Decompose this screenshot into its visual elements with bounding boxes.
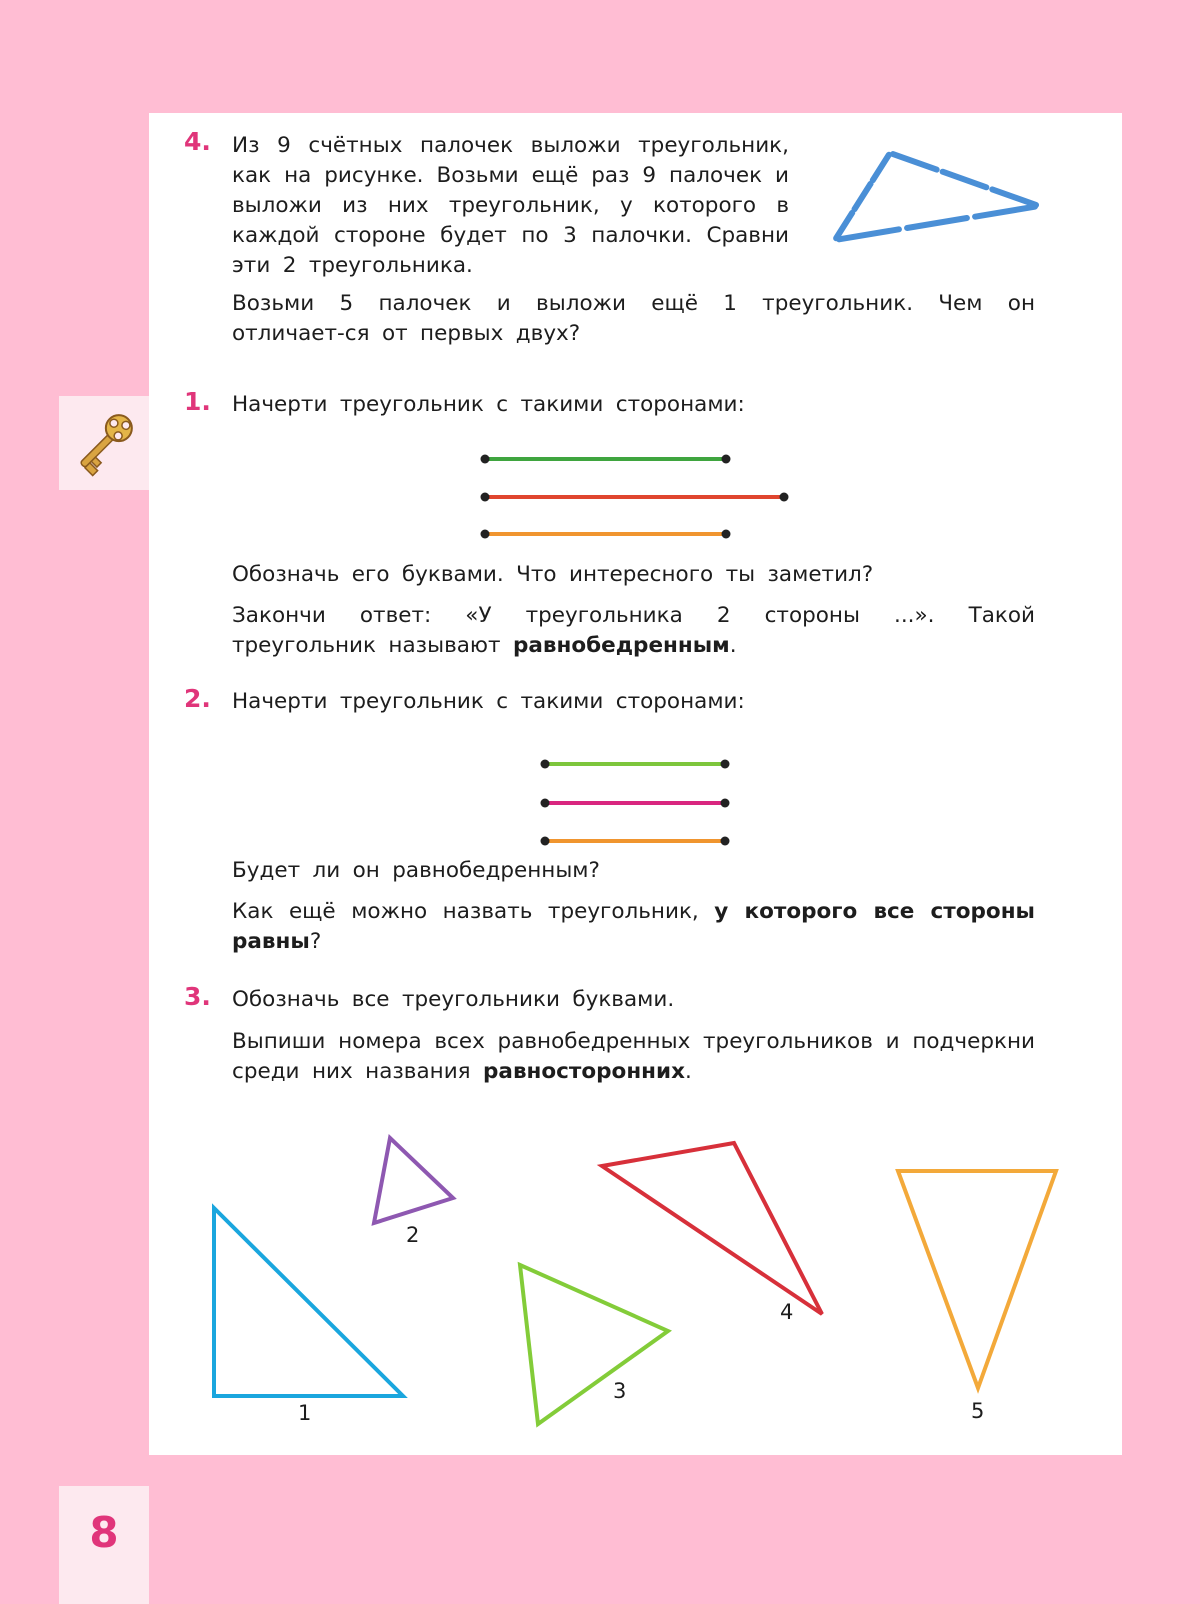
exercise-2-number: 2. <box>184 684 211 713</box>
exercise-4-text-1: Из 9 счётных палочек выложи треугольник, как на рисунке. Возьми ещё раз 9 палочек и выложи из них треугольник, у которого в каждой стороне будет по 3 палочки. Сравни эти 2 треугольника. <box>232 133 789 278</box>
triangle-1 <box>214 1208 403 1396</box>
term-all-sides-equal: у которого все стороны равны <box>232 899 1035 954</box>
triangle-5 <box>898 1171 1056 1388</box>
exercise-2-text-1: Будет ли он равнобедренным? <box>232 858 600 883</box>
triangle-2 <box>374 1138 453 1223</box>
key-margin-box <box>59 396 149 490</box>
exercise-3-number: 3. <box>184 982 211 1011</box>
triangle-4 <box>602 1143 822 1314</box>
exercise-4-text-2: Возьми 5 палочек и выложи ещё 1 треугольник. Чем он отличает-ся от первых двух? <box>232 291 1035 346</box>
triangle-5-label: 5 <box>971 1399 985 1423</box>
exercise-1-number: 1. <box>184 387 211 416</box>
worksheet <box>149 113 1122 1455</box>
exercise-2-prompt: Начерти треугольник с такими сторонами: <box>232 689 745 714</box>
triangle-3-label: 3 <box>613 1379 627 1403</box>
exercise-3-text-2: Выпиши номера всех равнобедренных треугольников и подчеркни среди них названия равносторонних. <box>232 1029 1035 1084</box>
triangle-4-label: 4 <box>780 1300 794 1324</box>
triangle-2-label: 2 <box>406 1223 420 1247</box>
triangle-1-label: 1 <box>298 1401 312 1425</box>
page-number: 8 <box>89 1508 119 1557</box>
exercise-1-prompt: Начерти треугольник с такими сторонами: <box>232 392 745 417</box>
triangle-3 <box>520 1265 668 1424</box>
exercise-4-number: 4. <box>184 127 211 156</box>
exercise-1-text-1: Обозначь его буквами. Что интересного ты заметил? <box>232 562 874 587</box>
triangles-figure <box>149 113 1122 1455</box>
key-icon <box>59 396 149 490</box>
term-equilateral: равносторонних <box>483 1059 685 1084</box>
exercise-1-text-2: Закончи ответ: «У треугольника 2 стороны ...». Такой треугольник называют равнобедренным. <box>232 603 1035 658</box>
term-isosceles: равнобедренным <box>512 633 730 658</box>
page-number-box <box>59 1486 149 1604</box>
exercise-2-text-2: Как ещё можно назвать треугольник, у которого все стороны равны? <box>232 899 1035 954</box>
exercise-3-text-1: Обозначь все треугольники буквами. <box>232 987 675 1012</box>
